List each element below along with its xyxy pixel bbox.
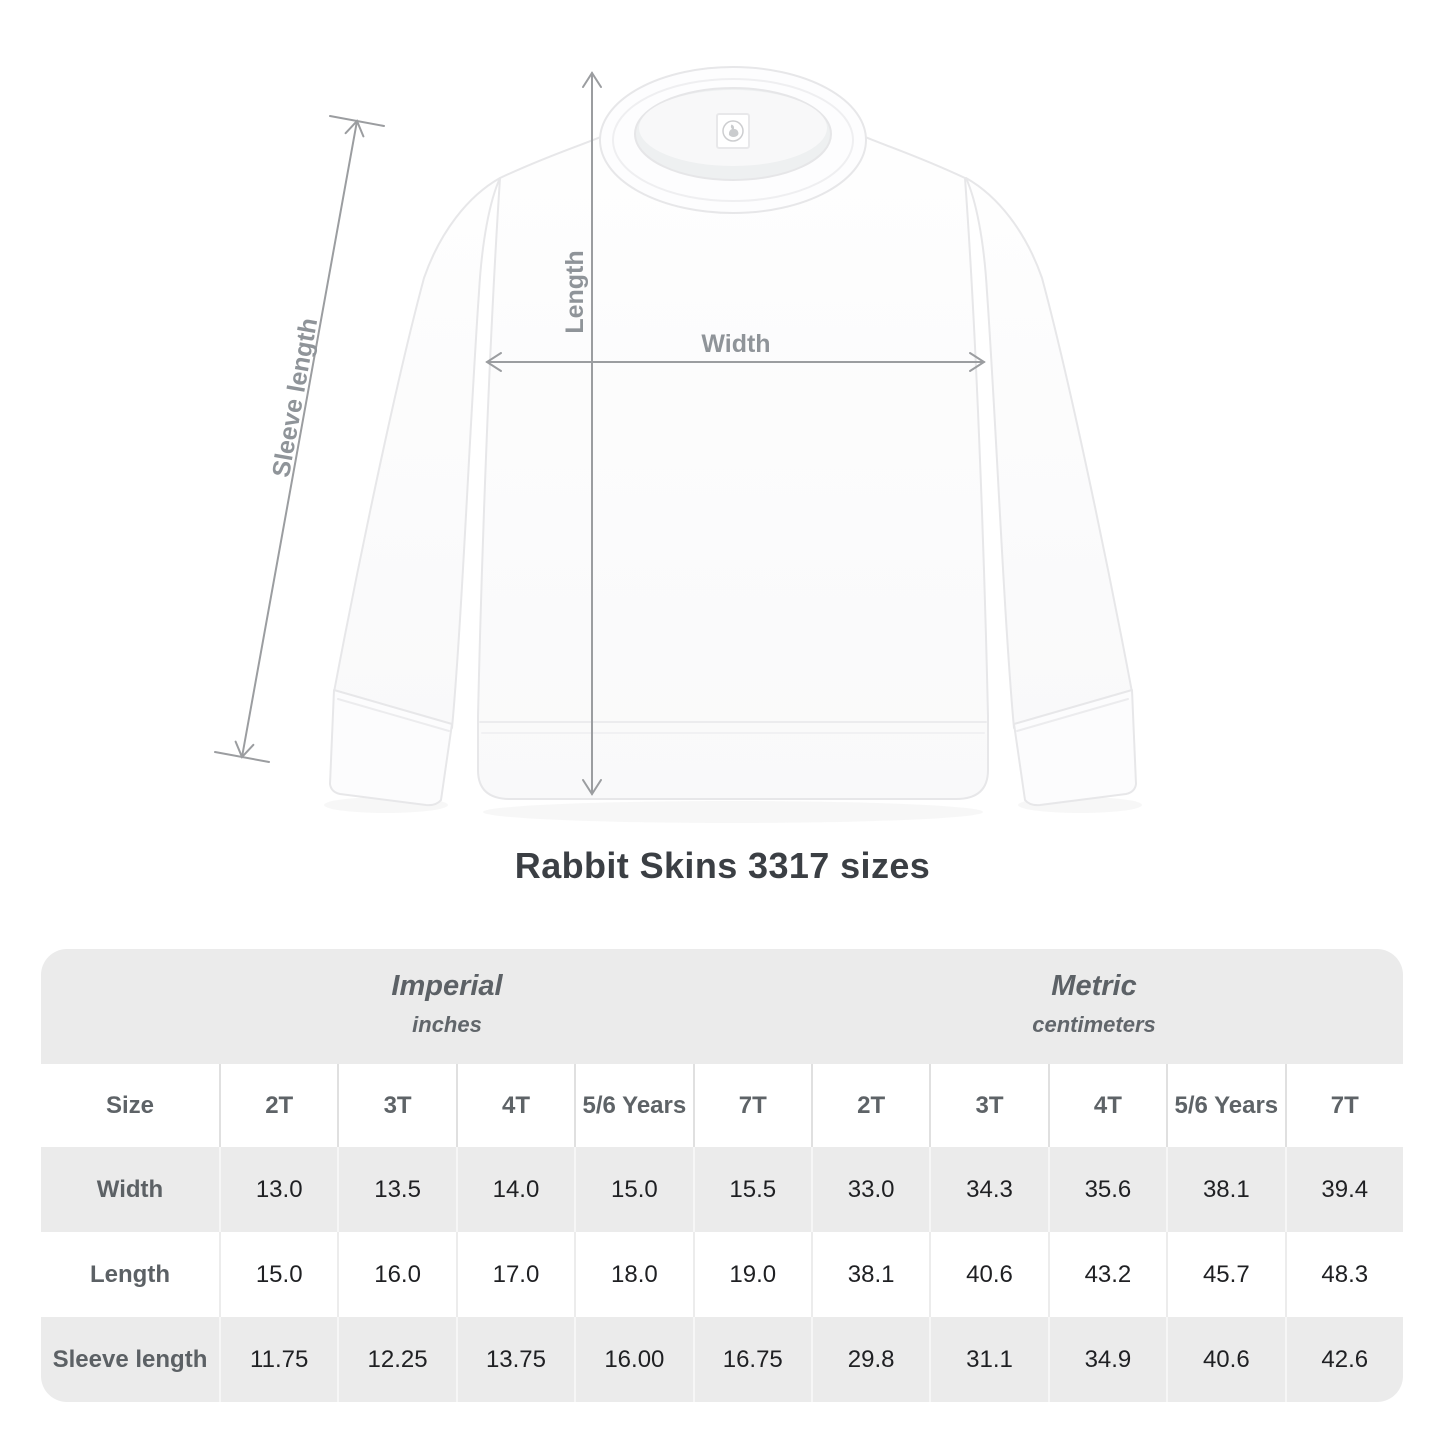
- column-header: 5/6 Years: [574, 1064, 692, 1147]
- size-value-cell: 33.0: [811, 1147, 929, 1232]
- sweatshirt-body: [478, 131, 988, 799]
- size-value-cell: 16.00: [574, 1317, 692, 1402]
- sweatshirt-right-sleeve: [966, 178, 1132, 728]
- size-value-cell: 39.4: [1285, 1147, 1403, 1232]
- unit-band: [41, 949, 1403, 1064]
- row-label: Sleeve length: [41, 1317, 219, 1402]
- column-header-size: Size: [41, 1064, 219, 1147]
- metric-label: Metric: [1051, 970, 1137, 1002]
- size-value-cell: 38.1: [1166, 1147, 1284, 1232]
- column-header: 5/6 Years: [1166, 1064, 1284, 1147]
- table-row-sleeve-length: [41, 1317, 1403, 1402]
- imperial-unit-label: inches: [412, 1012, 482, 1037]
- row-label: Length: [41, 1232, 219, 1317]
- size-value-cell: 40.6: [929, 1232, 1047, 1317]
- size-value-cell: 18.0: [574, 1232, 692, 1317]
- sweatshirt-left-sleeve: [334, 178, 500, 728]
- column-header: 3T: [929, 1064, 1047, 1147]
- size-value-cell: 38.1: [811, 1232, 929, 1317]
- size-value-cell: 42.6: [1285, 1317, 1403, 1402]
- size-value-cell: 13.0: [219, 1147, 337, 1232]
- column-header: 4T: [1048, 1064, 1166, 1147]
- size-value-cell: 34.3: [929, 1147, 1047, 1232]
- table-row-length: [41, 1232, 1403, 1317]
- sleeve-length-label: Sleeve length: [267, 315, 324, 480]
- column-header-row: [41, 1064, 1403, 1147]
- size-value-cell: 15.5: [693, 1147, 811, 1232]
- size-value-cell: 16.75: [693, 1317, 811, 1402]
- size-value-cell: 13.75: [456, 1317, 574, 1402]
- size-value-cell: 31.1: [929, 1317, 1047, 1402]
- width-label: Width: [701, 330, 771, 358]
- size-value-cell: 16.0: [337, 1232, 455, 1317]
- length-label: Length: [561, 250, 589, 334]
- size-value-cell: 17.0: [456, 1232, 574, 1317]
- column-header: 2T: [811, 1064, 929, 1147]
- size-value-cell: 19.0: [693, 1232, 811, 1317]
- size-value-cell: 15.0: [219, 1232, 337, 1317]
- column-header: 4T: [456, 1064, 574, 1147]
- size-value-cell: 35.6: [1048, 1147, 1166, 1232]
- column-header: 2T: [219, 1064, 337, 1147]
- column-header: 7T: [693, 1064, 811, 1147]
- page-title: Rabbit Skins 3317 sizes: [514, 845, 931, 886]
- size-value-cell: 15.0: [574, 1147, 692, 1232]
- imperial-label: Imperial: [391, 970, 503, 1002]
- metric-unit-label: centimeters: [1032, 1012, 1156, 1037]
- size-value-cell: 11.75: [219, 1317, 337, 1402]
- size-value-cell: 34.9: [1048, 1317, 1166, 1402]
- column-header: 3T: [337, 1064, 455, 1147]
- size-value-cell: 29.8: [811, 1317, 929, 1402]
- size-value-cell: 12.25: [337, 1317, 455, 1402]
- size-value-cell: 45.7: [1166, 1232, 1284, 1317]
- size-value-cell: 43.2: [1048, 1232, 1166, 1317]
- size-table: [41, 949, 1403, 1402]
- size-value-cell: 48.3: [1285, 1232, 1403, 1317]
- row-label: Width: [41, 1147, 219, 1232]
- size-value-cell: 40.6: [1166, 1317, 1284, 1402]
- size-table-grid: [41, 949, 1403, 1402]
- soft-shadow: [324, 797, 1142, 823]
- metric-group-header: [894, 949, 1294, 1038]
- size-value-cell: 14.0: [456, 1147, 574, 1232]
- size-value-cell: 13.5: [337, 1147, 455, 1232]
- column-header: 7T: [1285, 1064, 1403, 1147]
- table-row-width: [41, 1147, 1403, 1232]
- unit-band-row: [41, 949, 1403, 1064]
- imperial-group-header: [247, 949, 647, 1038]
